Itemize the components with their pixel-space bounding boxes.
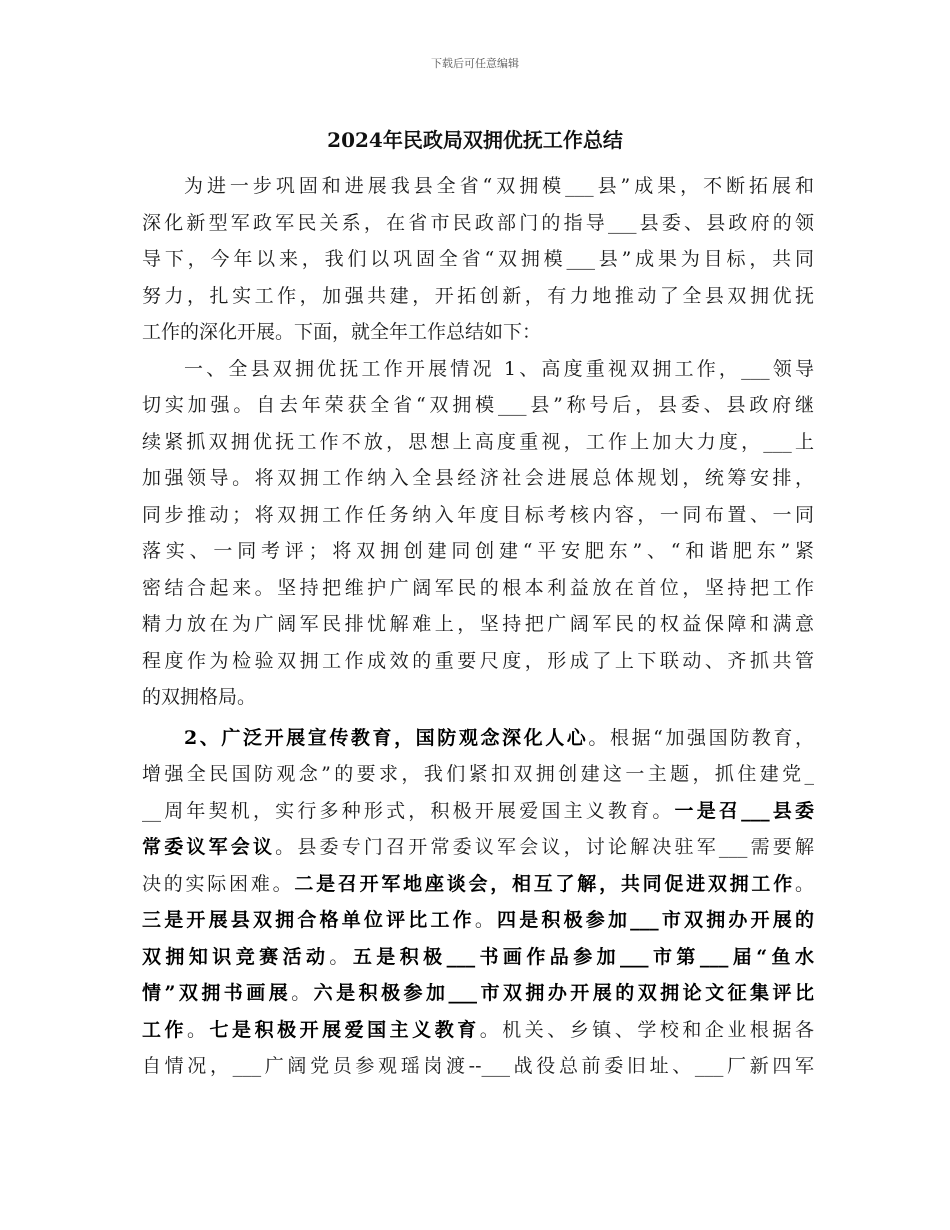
text-line	[142, 351, 814, 388]
bold-text: 七是积极开展爱国主义教育	[209, 1018, 480, 1041]
text-line	[142, 606, 814, 643]
text-line	[142, 643, 814, 680]
text-segment: 一、全县双拥优抚工作开展情况 1、高度重视双拥工作，___领导	[184, 357, 814, 380]
bold-text: 工作	[142, 1018, 188, 1041]
text-segment: 。	[291, 982, 314, 1004]
text-line	[142, 1048, 814, 1085]
text-segment: 同步推动；将双拥工作任务纳入年度目标考核内容，一同布置、一同	[142, 503, 814, 526]
text-segment: 为进一步巩固和进展我县全省“双拥模___县”成果，不断拓展和	[184, 175, 814, 197]
text-line	[142, 902, 814, 939]
bold-text: 常委议军会议	[142, 836, 276, 858]
text-segment: 深化新型军政军民关系，在省市民政部门的指导___县委、县政府的领	[142, 211, 814, 234]
header-note: 下载后可任意编辑	[431, 57, 519, 70]
bold-text: 六是积极参加___市双拥办开展的双拥论文征集评比	[313, 982, 814, 1004]
text-segment: 程度作为检验双拥工作成效的重要尺度，形成了上下联动、齐抓共管	[142, 649, 814, 672]
page-title: 2024年民政局双拥优抚工作总结	[327, 128, 623, 152]
bold-text: 一是召___县委	[674, 799, 814, 822]
text-segment: 。	[474, 909, 498, 931]
text-line	[142, 829, 814, 866]
text-line	[142, 387, 814, 424]
bold-text: 双拥知识竞赛活动	[142, 945, 330, 968]
bold-text: 2、广泛开展宣传教育，国防观念深化人心	[184, 726, 589, 749]
text-line	[142, 205, 814, 242]
text-segment: 。根据“加强国防教育，	[588, 726, 814, 749]
text-line	[142, 975, 814, 1012]
text-segment: 落实、一同考评；将双拥创建同创建“平安肥东”、“和谐肥东”紧	[142, 540, 814, 562]
text-segment: 密结合起来。坚持把维护广阔军民的根本利益放在首位，坚持把工作	[142, 576, 814, 599]
bold-text: 情”双拥书画展	[142, 982, 292, 1004]
text-line	[142, 570, 814, 607]
bold-text: 三是开展县双拥合格单位评比工作	[142, 909, 475, 931]
text-segment: 。	[329, 945, 353, 968]
text-line	[142, 460, 814, 497]
text-line	[142, 756, 814, 793]
bold-text: 五是积极___书画作品参加___市第___届“鱼水	[352, 945, 814, 968]
document-body	[142, 168, 814, 1085]
bold-text: 四是积极参加___市双拥办开展的	[497, 909, 814, 931]
text-segment: 努力，扎实工作，加强共建，开拓创新，有力地推动了全县双拥优抚	[142, 284, 814, 307]
text-segment: 自情况，___广阔党员参观瑶岗渡--___战役总前委旧址、___厂新四军	[142, 1055, 814, 1077]
text-line	[142, 866, 814, 903]
text-line	[142, 241, 814, 278]
text-segment: 。	[794, 872, 814, 895]
text-line	[142, 720, 814, 757]
text-line	[142, 939, 814, 976]
text-segment: 。机关、乡镇、学校和企业根据各	[479, 1018, 814, 1041]
text-line	[142, 1012, 814, 1049]
text-segment: 切实加强。自去年荣获全省“双拥模___县”称号后，县委、县政府继	[142, 394, 814, 416]
text-line	[142, 679, 814, 716]
text-line	[142, 424, 814, 461]
text-segment: 续紧抓双拥优抚工作不放，思想上高度重视，工作上加大力度，___上	[142, 430, 814, 453]
text-segment: 。县委专门召开常委议军会议，讨论解决驻军___需要解	[275, 836, 814, 858]
text-segment: 导下，今年以来，我们以巩固全省“双拥模___县”成果为目标，共同	[142, 248, 814, 270]
text-line	[142, 497, 814, 534]
text-segment: 决的实际困难。	[142, 872, 295, 895]
text-line	[142, 533, 814, 570]
text-segment: __周年契机，实行多种形式，积极开展爱国主义教育。	[142, 799, 675, 822]
text-line	[142, 314, 814, 351]
text-segment: 精力放在为广阔军民排忧解难上，坚持把广阔军民的权益保障和满意	[142, 613, 814, 635]
text-segment: 的双拥格局。	[142, 686, 257, 708]
bold-text: 二是召开军地座谈会，相互了解，共同促进双拥工作	[294, 872, 795, 895]
text-line	[142, 793, 814, 830]
text-segment: 。	[187, 1018, 210, 1041]
text-line	[142, 278, 814, 315]
text-segment: 增强全民国防观念”的要求，我们紧扣双拥创建这一主题，抓住建党_	[142, 763, 814, 785]
text-segment: 工作的深化开展。下面，就全年工作总结如下：	[142, 321, 542, 343]
text-line	[142, 168, 814, 205]
text-segment: 加强领导。将双拥工作纳入全县经济社会进展总体规划，统筹安排，	[142, 467, 814, 489]
